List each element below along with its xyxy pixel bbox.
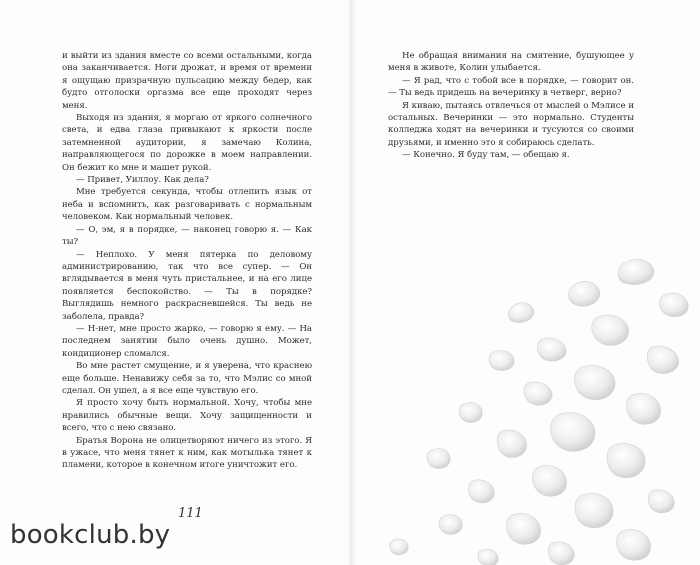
petal	[537, 338, 566, 361]
petal	[439, 515, 462, 535]
petal	[647, 346, 678, 373]
petals-illustration	[352, 255, 700, 565]
petal	[532, 465, 566, 496]
paragraph: — Неплохо. У меня пятерка по деловому администрированию, так что все супер. — Он вглядывается в меня чуть пристальнее, и на его лице появляется беспокойство. — Ты в порядке? Выглядишь немного раскрасневшейся. Ты ведь не заболела, правда?	[62, 249, 312, 322]
paragraph: Я просто хочу быть нормальной. Хочу, чтобы мне нравились обычные вещи. Хочу защищенности и всего, что с нею связано.	[62, 398, 312, 434]
petal	[551, 413, 595, 452]
petal	[575, 493, 613, 527]
petal	[575, 365, 616, 399]
petal	[569, 281, 600, 306]
left-page-text	[62, 50, 312, 472]
petal	[508, 303, 534, 323]
petal	[468, 480, 494, 503]
paragraph: — О, эм, я в порядке, — наконец говорю я. — Как ты?	[62, 224, 312, 248]
petal	[659, 293, 688, 317]
paragraph: Выходя из здания, я моргаю от яркого солнечного света, и едва глаза привыкают к яркости после затемненной аудитории, я замечаю Колина, направляющегося по дорожке в моем направлении. Он бежит ко мне и машет рукой.	[62, 113, 312, 173]
paragraph: Во мне растет смущение, и я уверена, что краснею еще больше. Ненавижу себя за то, что Мэлис со мной сделал. Он ушел, а я все еще чувствую его.	[62, 361, 312, 396]
petal	[618, 259, 654, 284]
petal	[648, 490, 674, 513]
paragraph: — Привет, Уиллоу. Как дела?	[76, 175, 209, 186]
page-number: 111	[178, 506, 203, 521]
petal	[616, 529, 650, 560]
petal	[524, 382, 552, 405]
petal	[478, 549, 498, 565]
watermark: bookclub.by	[10, 520, 171, 550]
petal	[626, 393, 660, 424]
paragraph: Мне требуется секунда, чтобы отлепить язык от неба и вспомнить, как разговаривать с нормальным человеком. Как нормальный человек.	[62, 187, 312, 223]
petal	[607, 443, 645, 477]
paragraph: — Конечно. Я буду там, — обещаю я.	[402, 150, 570, 161]
petal	[592, 315, 629, 345]
paragraph: Не обращая внимания на смятение, бушующее у меня в животе, Колин улыбается.	[388, 51, 634, 74]
petal	[489, 351, 514, 371]
right-page-text	[388, 50, 634, 162]
paragraph: и выйти из здания вместе со всеми остальными, когда она заканчивается. Ноги дрожат, и время от времени я ощущаю призрачную пульсацию между бедер, как будто отголоски оргазма все еще проходят через меня.	[62, 51, 312, 111]
paragraph: Я киваю, пытаясь отвлечься от мыслей о Мэлисе и остальных. Вечеринки — это нормально. Студенты колледжа ходят на вечеринки и тусуются со своими друзьями, и именно это я собираюсь сделать.	[388, 100, 634, 148]
petal	[427, 449, 450, 469]
petal	[390, 539, 409, 555]
petal	[506, 513, 540, 544]
paragraph: — Н-нет, мне просто жарко, — говорю я ему. — На последнем занятии было очень душно. Может, кондиционер сломался.	[62, 323, 312, 359]
petal	[548, 542, 574, 565]
petal	[497, 430, 526, 457]
petal	[459, 403, 482, 423]
paragraph: Братья Ворона не олицетворяют ничего из этого. Я в ужасе, что меня тянет к ним, как мотылька тянет к пламени, которое в конечном итоге уничтожит его.	[62, 435, 312, 471]
paragraph: — Я рад, что с тобой все в порядке, — говорит он. — Ты ведь придешь на вечеринку в четверг, верно?	[388, 75, 634, 99]
